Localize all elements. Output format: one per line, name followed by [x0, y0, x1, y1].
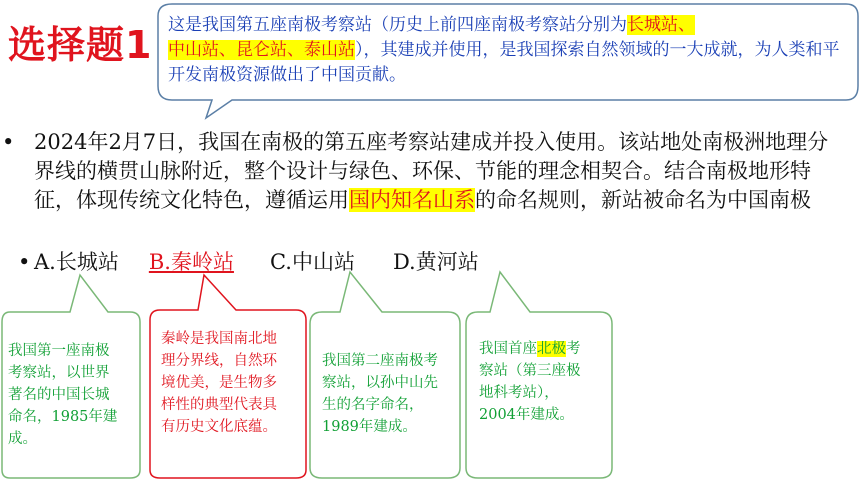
note-option-d: [479, 338, 594, 426]
top-note-highlight-2: 中山站、昆仑站、泰山站: [168, 40, 355, 60]
options-bullet: •: [18, 250, 31, 274]
option-c[interactable]: C.中山站: [269, 250, 355, 274]
top-note-text-1: 这是我国第五座南极考察站（历史上前四座南极考察站分别为: [168, 15, 627, 35]
note-option-a: 我国第一座南极考察站，以世界著名的中国长城命名，1985年建成。: [8, 343, 118, 447]
option-d[interactable]: D.黄河站: [392, 250, 479, 274]
option-a[interactable]: A.长城站: [34, 250, 119, 274]
top-note: [168, 13, 848, 88]
note-option-c: 我国第二座南极考察站，以孙中山先生的名字命名，1989年建成。: [322, 353, 438, 435]
note-d-text-2: 考察站（第三座极地科考站），2004年建成。: [479, 341, 581, 423]
question-highlight: 国内知名山系: [349, 188, 475, 212]
question-bullet: •: [2, 130, 15, 154]
question-text-2: 的命名规则，新站被命名为中国南极: [475, 188, 811, 212]
question-stem: [2, 128, 838, 215]
note-d-highlight: 北极: [537, 341, 566, 357]
answer-options: [18, 248, 479, 277]
option-b[interactable]: B.秦岭站: [148, 250, 234, 274]
question-text-1: 2024年2月7日，我国在南极的第五座考察站建成并投入使用。该站地处南极洲地理分界线的横贯山脉附近，整个设计与绿色、环保、节能的理念相契合。结合南极地形特征，体现传统文化特色，遵循运用: [34, 130, 829, 212]
slide-title: 选择题1: [8, 23, 153, 67]
note-option-b: 秦岭是我国南北地理分界线，自然环境优美，是生物多样性的典型代表具有历史文化底蕴。: [161, 331, 277, 435]
note-d-text-1: 我国首座: [479, 341, 537, 357]
top-note-highlight-1: 长城站、: [627, 15, 695, 35]
top-note-text-2: ），其建成并使用，是我国探索自然领域的一大成就，为人类和平开发南极资源做出了中国贡献。: [168, 40, 840, 85]
